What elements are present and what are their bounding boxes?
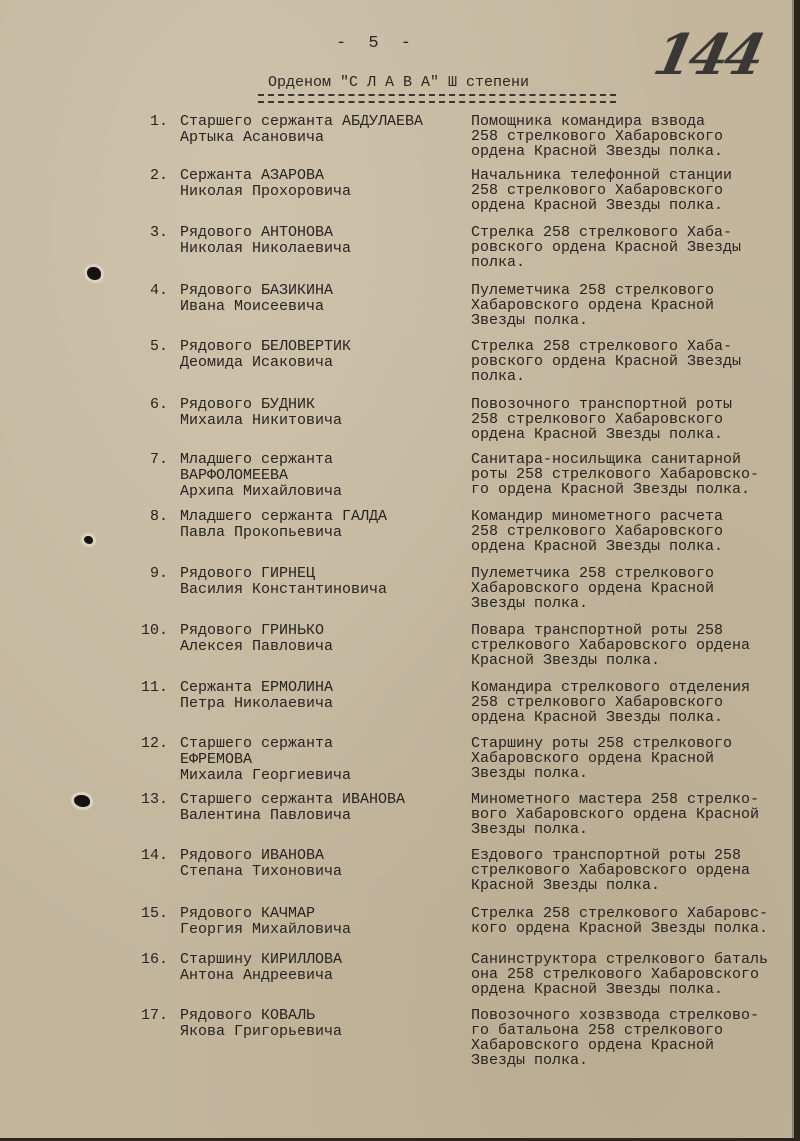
person-line: Артыка Асановича bbox=[180, 129, 325, 146]
position-line: Стрелка 258 стрелкового Хабаровс- bbox=[471, 905, 769, 922]
position-line: ордена Красной Звезды полка. bbox=[471, 426, 724, 443]
entry-number: 12. bbox=[140, 735, 168, 752]
entry-position bbox=[471, 225, 796, 270]
person-line: Василия Константиновича bbox=[180, 581, 388, 598]
person-line: Георгия Михайловича bbox=[180, 921, 352, 938]
person-line: Рядового БАЗИКИНА bbox=[180, 282, 334, 299]
entry-number: 7. bbox=[149, 451, 168, 468]
entry-position bbox=[471, 339, 796, 384]
person-line: Старшину КИРИЛЛОВА bbox=[180, 951, 343, 968]
entry-person bbox=[180, 736, 460, 784]
person-line: Михаила Георгиевича bbox=[180, 767, 352, 784]
person-line: Рядового БУДНИК bbox=[180, 396, 316, 413]
position-line: Красной Звезды полка. bbox=[471, 877, 661, 894]
entry-number: 5. bbox=[149, 338, 168, 355]
position-line: го ордена Красной Звезды полка. bbox=[471, 481, 751, 498]
entry-person bbox=[180, 680, 460, 712]
position-line: Старшину роты 258 стрелкового bbox=[471, 735, 733, 752]
position-line: го батальона 258 стрелкового bbox=[471, 1022, 724, 1039]
handwritten-archive-number: 144 bbox=[647, 22, 767, 88]
entry-number: 1. bbox=[149, 113, 168, 130]
position-line: Звезды полка. bbox=[471, 821, 589, 838]
entry-number: 3. bbox=[149, 224, 168, 241]
position-line: ровского ордена Красной Звезды bbox=[471, 353, 742, 370]
person-line: Михаила Никитовича bbox=[180, 412, 343, 429]
position-line: Повозочного хозвзвода стрелково- bbox=[471, 1007, 760, 1024]
position-line: 258 стрелкового Хабаровского bbox=[471, 128, 724, 145]
position-line: Стрелка 258 стрелкового Хаба- bbox=[471, 224, 733, 241]
entry-number: 17. bbox=[140, 1007, 168, 1024]
entry-person bbox=[180, 952, 460, 984]
position-line: Начальника телефонной станции bbox=[471, 167, 733, 184]
person-line: Рядового ГИРНЕЦ bbox=[180, 565, 316, 582]
entry-number: 15. bbox=[140, 905, 168, 922]
person-line: Рядового АНТОНОВА bbox=[180, 224, 334, 241]
position-line: полка. bbox=[471, 368, 526, 385]
entry-number: 16. bbox=[140, 951, 168, 968]
person-line: Старшего сержанта ИВАНОВА bbox=[180, 791, 406, 808]
entry-number: 13. bbox=[140, 791, 168, 808]
entry-person bbox=[180, 339, 460, 371]
person-line: Рядового ГРИНЬКО bbox=[180, 622, 325, 639]
entry-position bbox=[471, 906, 796, 936]
position-line: Хабаровского ордена Красной bbox=[471, 1037, 715, 1054]
entry-person bbox=[180, 114, 460, 146]
person-line: Старшего сержанта АБДУЛАЕВА bbox=[180, 113, 424, 130]
entry-person bbox=[180, 1008, 460, 1040]
entry-position bbox=[471, 566, 796, 611]
person-line: Степана Тихоновича bbox=[180, 863, 343, 880]
position-line: Санинструктора стрелкового баталь bbox=[471, 951, 769, 968]
entry-number: 11. bbox=[140, 679, 168, 696]
person-line: Рядового КАЧМАР bbox=[180, 905, 316, 922]
position-line: 258 стрелкового Хабаровского bbox=[471, 694, 724, 711]
position-line: Ездового транспортной роты 258 bbox=[471, 847, 742, 864]
person-line: Рядового ИВАНОВА bbox=[180, 847, 325, 864]
position-line: Санитара-носильщика санитарной bbox=[471, 451, 742, 468]
position-line: 258 стрелкового Хабаровского bbox=[471, 182, 724, 199]
entry-position bbox=[471, 452, 796, 497]
person-line: Рядового БЕЛОВЕРТИК bbox=[180, 338, 352, 355]
position-line: Помощника командира взвода bbox=[471, 113, 706, 130]
position-line: ордена Красной Звезды полка. bbox=[471, 197, 724, 214]
entry-position bbox=[471, 952, 796, 997]
position-line: Минометного мастера 258 стрелко- bbox=[471, 791, 760, 808]
entry-person bbox=[180, 623, 460, 655]
page-number: - 5 - bbox=[336, 34, 418, 53]
person-line: Сержанта ЕРМОЛИНА bbox=[180, 679, 334, 696]
position-line: 258 стрелкового Хабаровского bbox=[471, 411, 724, 428]
person-line: Сержанта АЗАРОВА bbox=[180, 167, 325, 184]
entry-person bbox=[180, 283, 460, 315]
entry-person bbox=[180, 452, 460, 500]
position-line: Звезды полка. bbox=[471, 595, 589, 612]
person-line: Младшего сержанта bbox=[180, 451, 334, 468]
entry-position bbox=[471, 509, 796, 554]
entry-person bbox=[180, 906, 460, 938]
entry-number: 9. bbox=[149, 565, 168, 582]
punch-hole-icon bbox=[84, 536, 93, 544]
position-line: кого ордена Красной Звезды полка. bbox=[471, 920, 769, 937]
position-line: Повара транспортной роты 258 bbox=[471, 622, 724, 639]
entry-number: 8. bbox=[149, 508, 168, 525]
position-line: Звезды полка. bbox=[471, 312, 589, 329]
person-line: Ивана Моисеевича bbox=[180, 298, 325, 315]
entry-person bbox=[180, 792, 460, 824]
position-line: ордена Красной Звезды полка. bbox=[471, 538, 724, 555]
punch-hole-icon bbox=[74, 795, 90, 807]
entry-number: 4. bbox=[149, 282, 168, 299]
person-line: Алексея Павловича bbox=[180, 638, 334, 655]
entry-position bbox=[471, 397, 796, 442]
person-line: Антона Андреевича bbox=[180, 967, 334, 984]
position-line: Стрелка 258 стрелкового Хаба- bbox=[471, 338, 733, 355]
position-line: Звезды полка. bbox=[471, 765, 589, 782]
entry-position bbox=[471, 623, 796, 668]
position-line: Командир минометного расчета bbox=[471, 508, 724, 525]
punch-hole-icon bbox=[87, 267, 101, 280]
position-line: ордена Красной Звезды полка. bbox=[471, 709, 724, 726]
position-line: Хабаровского ордена Красной bbox=[471, 750, 715, 767]
entry-number: 10. bbox=[140, 622, 168, 639]
entry-person bbox=[180, 225, 460, 257]
position-line: роты 258 стрелкового Хабаровско- bbox=[471, 466, 760, 483]
position-line: Пулеметчика 258 стрелкового bbox=[471, 565, 715, 582]
person-line: Николая Николаевича bbox=[180, 240, 352, 257]
position-line: вого Хабаровского ордена Красной bbox=[471, 806, 760, 823]
entry-position bbox=[471, 792, 796, 837]
position-line: Повозочного транспортной роты bbox=[471, 396, 733, 413]
person-line: Павла Прокопьевича bbox=[180, 524, 343, 541]
person-line: Валентина Павловича bbox=[180, 807, 352, 824]
entry-person bbox=[180, 168, 460, 200]
entry-position bbox=[471, 1008, 796, 1068]
position-line: Хабаровского ордена Красной bbox=[471, 297, 715, 314]
entry-person bbox=[180, 509, 460, 541]
position-line: Хабаровского ордена Красной bbox=[471, 580, 715, 597]
entry-position bbox=[471, 283, 796, 328]
position-line: она 258 стрелкового Хабаровского bbox=[471, 966, 760, 983]
entry-number: 6. bbox=[149, 396, 168, 413]
person-line: Петра Николаевича bbox=[180, 695, 334, 712]
entry-position bbox=[471, 680, 796, 725]
entry-position bbox=[471, 736, 796, 781]
position-line: полка. bbox=[471, 254, 526, 271]
entry-person bbox=[180, 566, 460, 598]
person-line: Деомида Исаковича bbox=[180, 354, 334, 371]
entry-position bbox=[471, 848, 796, 893]
position-line: Командира стрелкового отделения bbox=[471, 679, 751, 696]
person-line: Рядового КОВАЛЬ bbox=[180, 1007, 316, 1024]
person-line: Младшего сержанта ГАЛДА bbox=[180, 508, 388, 525]
person-line: Николая Прохоровича bbox=[180, 183, 352, 200]
entry-person bbox=[180, 848, 460, 880]
person-line: ЕФРЕМОВА bbox=[180, 751, 253, 768]
entry-position bbox=[471, 114, 796, 159]
person-line: Старшего сержанта bbox=[180, 735, 334, 752]
position-line: 258 стрелкового Хабаровского bbox=[471, 523, 724, 540]
entry-position bbox=[471, 168, 796, 213]
person-line: ВАРФОЛОМЕЕВА bbox=[180, 467, 289, 484]
position-line: ордена Красной Звезды полка. bbox=[471, 981, 724, 998]
position-line: ордена Красной Звезды полка. bbox=[471, 143, 724, 160]
entry-person bbox=[180, 397, 460, 429]
position-line: ровского ордена Красной Звезды bbox=[471, 239, 742, 256]
position-line: стрелкового Хабаровского ордена bbox=[471, 637, 751, 654]
position-line: Красной Звезды полка. bbox=[471, 652, 661, 669]
person-line: Архипа Михайловича bbox=[180, 483, 343, 500]
heading-underline bbox=[258, 94, 616, 103]
award-heading: Орденом "С Л А В А" Ш степени bbox=[268, 74, 530, 91]
entry-number: 14. bbox=[140, 847, 168, 864]
position-line: Пулеметчика 258 стрелкового bbox=[471, 282, 715, 299]
entry-number: 2. bbox=[149, 167, 168, 184]
position-line: стрелкового Хабаровского ордена bbox=[471, 862, 751, 879]
person-line: Якова Григорьевича bbox=[180, 1023, 343, 1040]
position-line: Звезды полка. bbox=[471, 1052, 589, 1069]
